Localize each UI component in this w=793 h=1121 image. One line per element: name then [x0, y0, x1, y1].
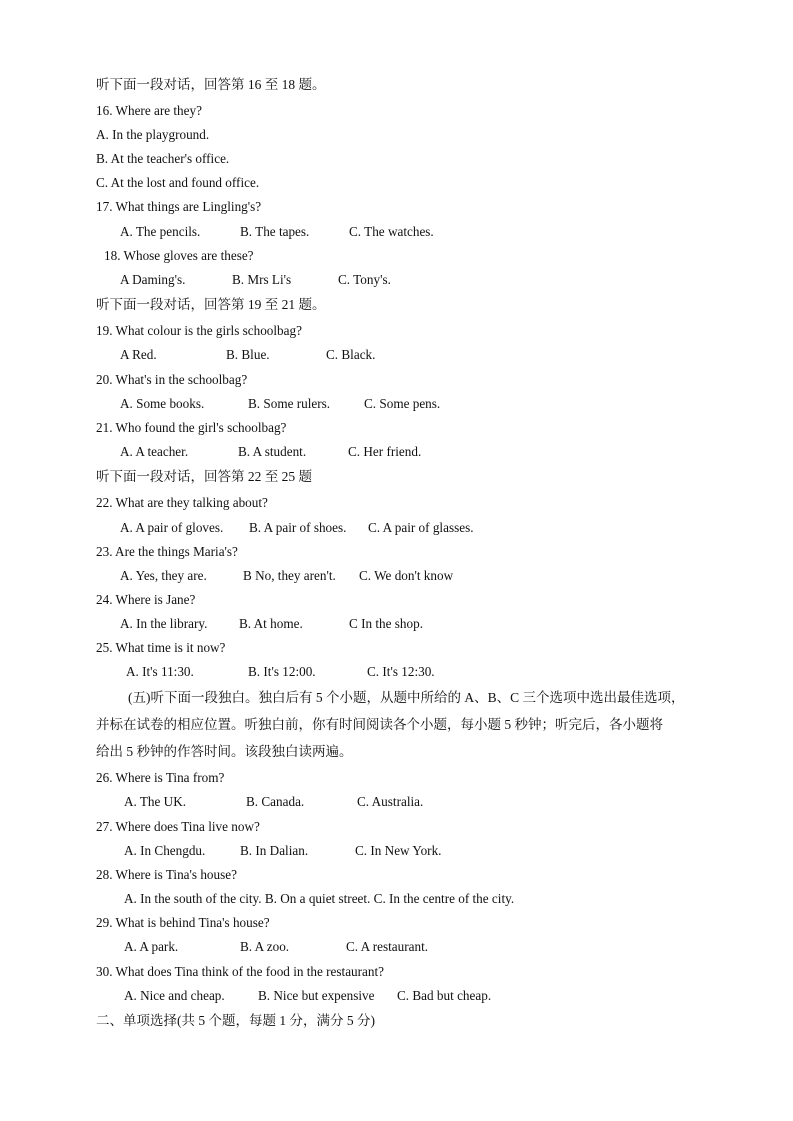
- question-28: 28. Where is Tina's house?: [96, 867, 237, 882]
- question-17: 17. What things are Lingling's?: [96, 199, 262, 214]
- option-26c: C. Australia.: [357, 794, 424, 809]
- instruction-line-1: (五)听下面一段独白。独白后有 5 个小题，从题中所给的 A、B、C 三个选项中选出最佳选项，: [128, 690, 685, 705]
- option-29c: C. A restaurant.: [346, 939, 429, 954]
- option-21b: B. A student.: [238, 444, 307, 459]
- question-16: 16. Where are they?: [96, 103, 202, 118]
- option-27a: A. In Chengdu.: [124, 843, 206, 858]
- option-19a: A Red.: [120, 347, 157, 362]
- question-30: 30. What does Tina think of the food in the restaurant?: [96, 964, 384, 979]
- option-17a: A. The pencils.: [120, 224, 201, 239]
- option-18c: C. Tony's.: [338, 272, 391, 287]
- option-19c: C. Black.: [326, 347, 376, 362]
- section-heading-16-18: 听下面一段对话，回答第 16 至 18 题。: [96, 77, 326, 92]
- question-29: 29. What is behind Tina's house?: [96, 915, 270, 930]
- option-22a: A. A pair of gloves.: [120, 520, 224, 535]
- question-24: 24. Where is Jane?: [96, 592, 196, 607]
- option-18b: B. Mrs Li's: [232, 272, 292, 287]
- option-25b: B. It's 12:00.: [248, 664, 316, 679]
- option-20a: A. Some books.: [120, 396, 205, 411]
- option-27b: B. In Dalian.: [240, 843, 309, 858]
- question-20: 20. What's in the schoolbag?: [96, 372, 248, 387]
- option-26a: A. The UK.: [124, 794, 187, 809]
- option-23c: C. We don't know: [359, 568, 454, 583]
- question-26: 26. Where is Tina from?: [96, 770, 225, 785]
- option-24a: A. In the library.: [120, 616, 208, 631]
- option-29b: B. A zoo.: [240, 939, 290, 954]
- option-29a: A. A park.: [124, 939, 179, 954]
- section-heading-single-choice: 二、单项选择(共 5 个题，每题 1 分，满分 5 分): [96, 1013, 375, 1028]
- instruction-line-3: 给出 5 秒钟的作答时间。该段独白读两遍。: [96, 744, 353, 759]
- option-30c: C. Bad but cheap.: [397, 988, 492, 1003]
- option-27c: C. In New York.: [355, 843, 442, 858]
- option-20b: B. Some rulers.: [248, 396, 331, 411]
- option-20c: C. Some pens.: [364, 396, 441, 411]
- option-22b: B. A pair of shoes.: [249, 520, 347, 535]
- option-18a: A Daming's.: [120, 272, 186, 287]
- option-16a: A. In the playground.: [96, 127, 210, 142]
- option-23b: B No, they aren't.: [243, 568, 336, 583]
- option-26b: B. Canada.: [246, 794, 305, 809]
- instruction-line-2: 并标在试卷的相应位置。听独白前，你有时间阅读各个小题，每小题 5 秒钟；听完后，各小题将: [96, 717, 663, 732]
- option-25c: C. It's 12:30.: [367, 664, 435, 679]
- option-16b: B. At the teacher's office.: [96, 151, 230, 166]
- question-27: 27. Where does Tina live now?: [96, 819, 260, 834]
- option-17b: B. The tapes.: [240, 224, 310, 239]
- question-21: 21. Who found the girl's schoolbag?: [96, 420, 287, 435]
- option-21a: A. A teacher.: [120, 444, 189, 459]
- option-24b: B. At home.: [239, 616, 303, 631]
- option-24c: C In the shop.: [349, 616, 423, 631]
- option-25a: A. It's 11:30.: [126, 664, 194, 679]
- option-30a: A. Nice and cheap.: [124, 988, 225, 1003]
- options-28: A. In the south of the city. B. On a quiet street. C. In the centre of the city.: [124, 891, 515, 906]
- option-22c: C. A pair of glasses.: [368, 520, 474, 535]
- option-19b: B. Blue.: [226, 347, 270, 362]
- section-heading-19-21: 听下面一段对话，回答第 19 至 21 题。: [96, 297, 326, 312]
- question-18: 18. Whose gloves are these?: [104, 248, 254, 263]
- question-25: 25. What time is it now?: [96, 640, 226, 655]
- question-23: 23. Are the things Maria's?: [96, 544, 238, 559]
- option-23a: A. Yes, they are.: [120, 568, 207, 583]
- section-heading-22-25: 听下面一段对话，回答第 22 至 25 题: [96, 469, 312, 484]
- question-19: 19. What colour is the girls schoolbag?: [96, 323, 302, 338]
- option-21c: C. Her friend.: [348, 444, 422, 459]
- question-22: 22. What are they talking about?: [96, 495, 268, 510]
- option-16c: C. At the lost and found office.: [96, 175, 260, 190]
- option-30b: B. Nice but expensive: [258, 988, 375, 1003]
- option-17c: C. The watches.: [349, 224, 434, 239]
